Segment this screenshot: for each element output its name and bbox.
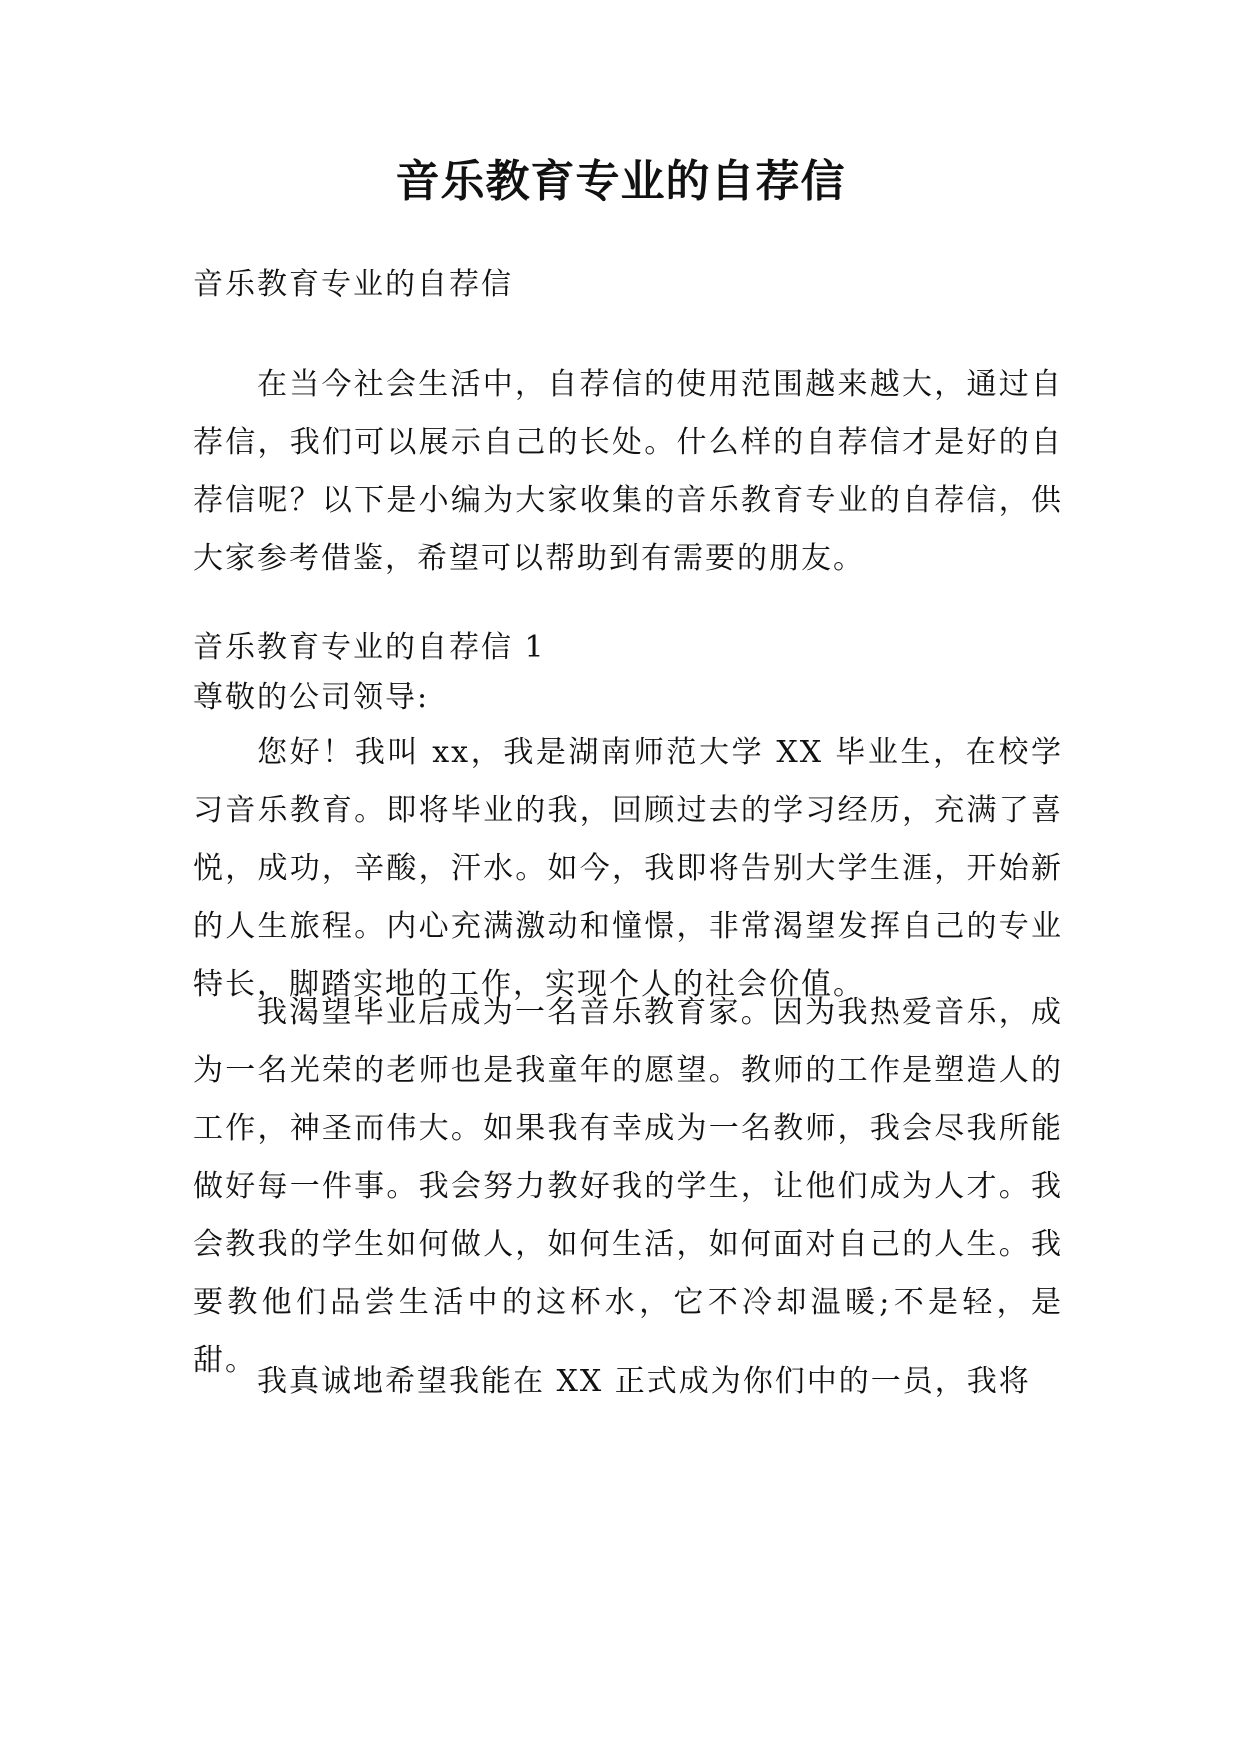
document-subtitle: 音乐教育专业的自荐信 xyxy=(193,267,513,302)
intro-paragraph: 在当今社会生活中，自荐信的使用范围越来越大，通过自荐信，我们可以展示自己的长处。什么样的自荐信才是好的自荐信呢？以下是小编为大家收集的音乐教育专业的自荐信，供大家参考借鉴，希望可以帮助到有需要的朋友。 xyxy=(193,367,1063,576)
salutation: 尊敬的公司领导: xyxy=(193,680,430,715)
body-paragraph-2: 我渴望毕业后成为一名音乐教育家。因为我热爱音乐，成为一名光荣的老师也是我童年的愿望。教师的工作是塑造人的工作，神圣而伟大。如果我有幸成为一名教师，我会尽我所能做好每一件事。我会努力教好我的学生，让他们成为人才。我会教我的学生如何做人，如何生活，如何面对自己的人生。我要教他们品尝生活中的这杯水，它不冷却温暖;不是轻，是甜。 xyxy=(193,995,1063,1378)
letter-heading: 音乐教育专业的自荐信 1 xyxy=(193,630,546,665)
body-paragraph-3: 我真诚地希望我能在 XX 正式成为你们中的一员，我将 xyxy=(257,1364,1031,1399)
document-title: 音乐教育专业的自荐信 xyxy=(395,156,846,207)
body-paragraph-1: 您好！我叫 xx，我是湖南师范大学 XX 毕业生，在校学习音乐教育。即将毕业的我，回顾过去的学习经历，充满了喜悦，成功，辛酸，汗水。如今，我即将告别大学生涯，开始新的人生旅程。内心充满激动和憧憬，非常渴望发挥自己的专业特长，脚踏实地的工作，实现个人的社会价值。 xyxy=(193,735,1063,1002)
